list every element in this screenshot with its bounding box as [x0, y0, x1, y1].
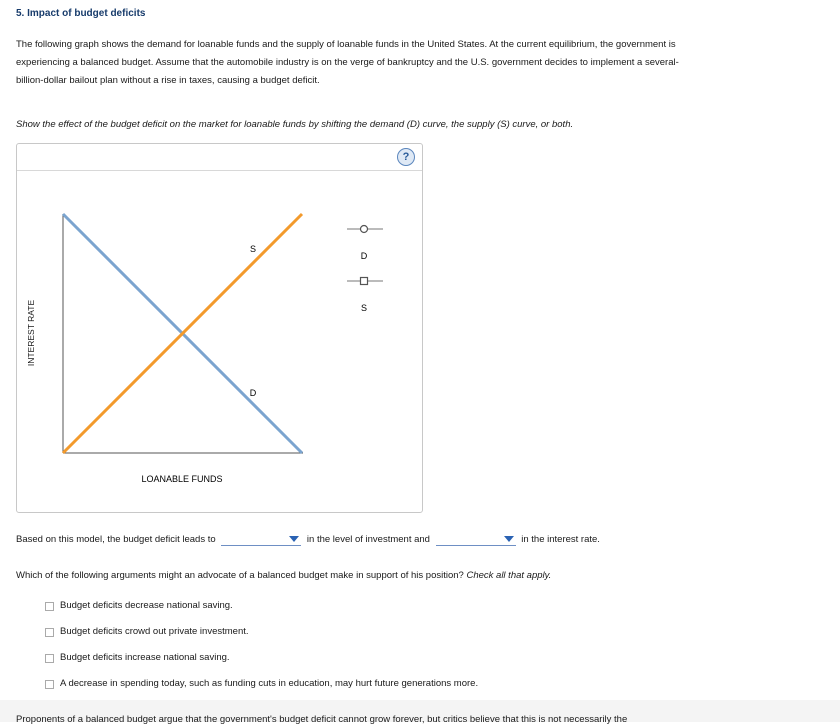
palette-supply-label: S	[360, 303, 368, 313]
question-title: 5. Impact of budget deficits	[16, 8, 146, 19]
chevron-down-icon	[289, 536, 299, 542]
q2-text: Which of the following arguments might an advocate of a balanced budget make in support of his position?	[16, 570, 464, 581]
supply-curve-label: S	[249, 244, 257, 254]
graph-panel	[16, 143, 423, 513]
supply-tool-square-icon[interactable]	[361, 278, 368, 285]
chevron-down-icon	[504, 536, 514, 542]
help-icon[interactable]: ?	[397, 148, 415, 166]
checkbox-option[interactable]	[45, 652, 478, 678]
investment-dropdown[interactable]	[221, 533, 301, 546]
question-2	[16, 570, 551, 581]
q2-emphasis: Check all that apply.	[466, 570, 552, 581]
cutoff-paragraph: Proponents of a balanced budget argue that the government's budget deficit cannot grow forever, but critics believe that this is not necessarily the	[16, 714, 628, 725]
palette-demand-tool[interactable]	[347, 226, 383, 262]
checkbox[interactable]	[45, 654, 54, 663]
checkbox[interactable]	[45, 628, 54, 637]
loanable-funds-graph	[17, 144, 422, 512]
checkbox[interactable]	[45, 602, 54, 611]
palette-demand-label: D	[360, 251, 368, 261]
checkbox-list	[45, 600, 478, 704]
q1-text-before: Based on this model, the budget deficit leads to	[16, 534, 216, 546]
question-1	[16, 533, 600, 546]
checkbox-label: Budget deficits decrease national saving.	[60, 600, 233, 611]
demand-curve-label: D	[249, 388, 257, 398]
checkbox[interactable]	[45, 680, 54, 689]
checkbox-option[interactable]	[45, 626, 478, 652]
instruction-text: Show the effect of the budget deficit on the market for loanable funds by shifting the demand (D) curve, the supply (S) curve, or both.	[16, 119, 574, 130]
interest-rate-dropdown[interactable]	[436, 533, 516, 546]
x-axis-label: LOANABLE FUNDS	[141, 474, 223, 484]
palette-supply-tool[interactable]	[347, 278, 383, 314]
q1-text-after: in the interest rate.	[521, 534, 600, 546]
y-axis-label: INTEREST RATE	[26, 299, 36, 367]
checkbox-label: Budget deficits crowd out private investment.	[60, 626, 249, 637]
demand-tool-circle-icon[interactable]	[361, 226, 368, 233]
q1-text-middle: in the level of investment and	[306, 534, 430, 546]
checkbox-label: A decrease in spending today, such as funding cuts in education, may hurt future generations more.	[60, 678, 479, 689]
intro-paragraph: The following graph shows the demand for loanable funds and the supply of loanable funds in the United States. At the current equilibrium, the government is experiencing a balanced budget. Assume that the automobile industry is on the verge of bankruptcy and the U.S. government decides to implement a several-billion-dollar bailout plan without a rise in taxes, causing a budget deficit.	[16, 39, 679, 86]
checkbox-option[interactable]	[45, 600, 478, 626]
checkbox-label: Budget deficits increase national saving.	[60, 652, 230, 663]
